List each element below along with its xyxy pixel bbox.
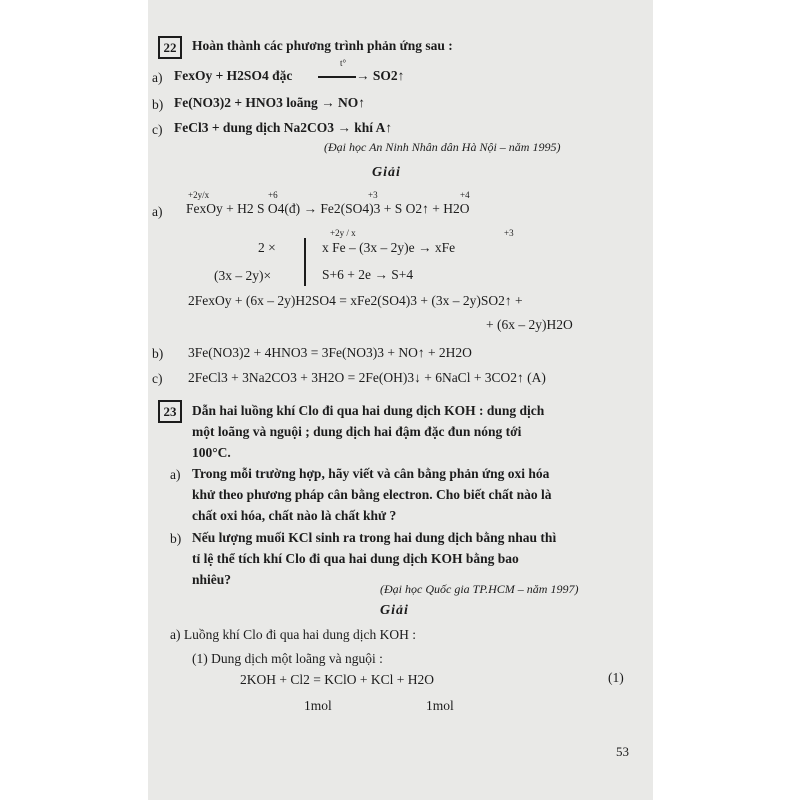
p22-sol-a-ox-s6: +6 <box>268 190 278 200</box>
p22-sol-a-ox-s4: +4 <box>460 190 470 200</box>
p23-b-line2: tỉ lệ thể tích khí Clo đi qua hai dung dịch KOH bằng bao <box>192 551 519 566</box>
p22-solution-heading: Giải <box>372 165 401 180</box>
p23-source: (Đại học Quốc gia TP.HCM – năm 1997) <box>380 582 579 596</box>
p22-sol-a-ox-fe: +2y/x <box>188 190 210 200</box>
p22-c-eq: FeCl3 + dung dịch Na2CO3 → khí A↑ <box>174 120 393 135</box>
p22-a-eq-right: → SO2↑ <box>356 68 405 83</box>
p23-line3: 100°C. <box>192 445 231 460</box>
p23-solution-heading: Giải <box>380 603 409 618</box>
p23-a-line1: Trong mỗi trường hợp, hãy viết và cân bằng phản ứng oxi hóa <box>192 466 550 481</box>
p23-mol-1: 1mol <box>304 698 332 713</box>
problem-number-22: 22 <box>158 36 182 59</box>
p22-c-label: c) <box>152 122 163 137</box>
p22-a-arrow-line <box>318 76 356 78</box>
p23-a-line2: khử theo phương pháp cân bằng electron. Cho biết chất nào là <box>192 487 552 502</box>
p23-sol-1: (1) Dung dịch một loãng và nguội : <box>192 651 383 666</box>
p22-a-eq-left: FexOy + H2SO4 đặc <box>174 68 293 83</box>
page-number: 53 <box>616 744 629 759</box>
bal2-coef: (3x – 2y)× <box>214 268 272 283</box>
problem-number-23: 23 <box>158 400 182 423</box>
p22-b-eq: Fe(NO3)2 + HNO3 loãng → NO↑ <box>174 95 366 110</box>
p22-sol-b-eq: 3Fe(NO3)2 + 4HNO3 = 3Fe(NO3)3 + NO↑ + 2H2O <box>188 345 472 360</box>
p22-sol-a-eq: FexOy + H2 S O4(đ) → Fe2(SO4)3 + S O2↑ + H2O <box>186 201 470 216</box>
p22-source: (Đại học An Ninh Nhân dân Hà Nội – năm 1995) <box>324 140 561 154</box>
p22-b-label: b) <box>152 97 164 112</box>
p22-sol-b-label: b) <box>152 346 164 361</box>
p22-sol-a-final-line1: 2FexOy + (6x – 2y)H2SO4 = xFe2(SO4)3 + (3x – 2y)SO2↑ + <box>188 293 523 308</box>
p23-b-line1: Nếu lượng muối KCl sinh ra trong hai dung dịch bằng nhau thì <box>192 530 557 545</box>
bal1-coef: 2 × <box>258 240 276 255</box>
p23-a-line3: chất oxi hóa, chất nào là chất khử ? <box>192 508 397 523</box>
p23-b-label: b) <box>170 531 182 546</box>
p22-sol-c-label: c) <box>152 371 163 386</box>
p23-a-label: a) <box>170 467 181 482</box>
bal1-ox-label: +2y / x <box>330 228 356 238</box>
balance-bracket <box>304 238 306 286</box>
p23-line2: một loãng và nguội ; dung dịch hai đậm đặc đun nóng tới <box>192 424 522 439</box>
p23-sol-eq-number: (1) <box>608 670 624 685</box>
p22-a-label: a) <box>152 70 163 85</box>
p22-a-condition: t° <box>340 58 347 68</box>
p22-sol-a-final-line2: + (6x – 2y)H2O <box>486 317 573 332</box>
bal1-eq: x Fe – (3x – 2y)e → xFe <box>322 240 456 255</box>
p23-sol-eq: 2KOH + Cl2 = KClO + KCl + H2O <box>240 672 434 687</box>
p23-sol-a: a) Luồng khí Clo đi qua hai dung dịch KOH : <box>170 627 416 642</box>
bal2-eq: S+6 + 2e → S+4 <box>322 267 414 282</box>
p23-line1: Dẫn hai luồng khí Clo đi qua hai dung dịch KOH : dung dịch <box>192 403 545 418</box>
p23-b-line3: nhiêu? <box>192 572 232 587</box>
bal1-fe3-label: +3 <box>504 228 514 238</box>
book-page <box>148 0 653 800</box>
p22-sol-a-ox-fe3: +3 <box>368 190 378 200</box>
p23-mol-2: 1mol <box>426 698 454 713</box>
p22-sol-a-label: a) <box>152 204 163 219</box>
p22-sol-c-eq: 2FeCl3 + 3Na2CO3 + 3H2O = 2Fe(OH)3↓ + 6NaCl + 3CO2↑ (A) <box>188 370 546 385</box>
problem-22-heading: Hoàn thành các phương trình phản ứng sau : <box>192 38 453 53</box>
